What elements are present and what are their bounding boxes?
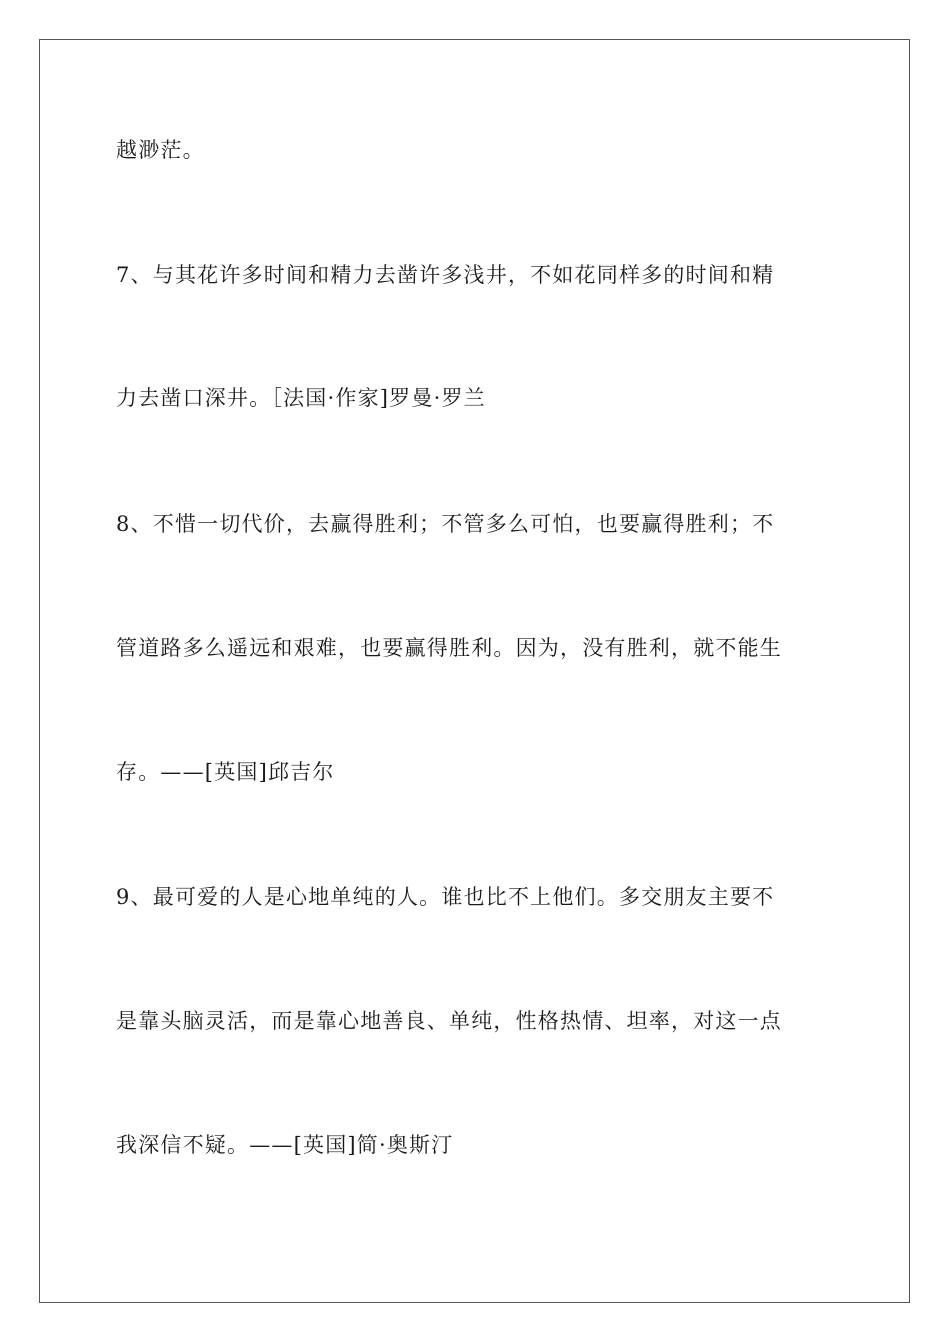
text-line: 9、最可爱的人是心地单纯的人。谁也比不上他们。多交朋友主要不 [116, 885, 775, 909]
text-line: 我深信不疑。——[英国]简·奥斯汀 [116, 1133, 454, 1157]
text-line: 存。——[英国]邱吉尔 [116, 760, 335, 784]
page-border [39, 39, 910, 1303]
text-line: 力去凿口深井。［法国·作家]罗曼·罗兰 [116, 386, 486, 410]
text-line: 越渺茫。 [116, 138, 205, 162]
text-line: 管道路多么遥远和艰难，也要赢得胜利。因为，没有胜利，就不能生 [116, 636, 782, 660]
text-line: 7、与其花许多时间和精力去凿许多浅井，不如花同样多的时间和精 [116, 263, 775, 287]
text-line: 是靠头脑灵活，而是靠心地善良、单纯，性格热情、坦率，对这一点 [116, 1009, 782, 1033]
text-line: 8、不惜一切代价，去赢得胜利；不管多么可怕，也要赢得胜利；不 [116, 512, 775, 536]
